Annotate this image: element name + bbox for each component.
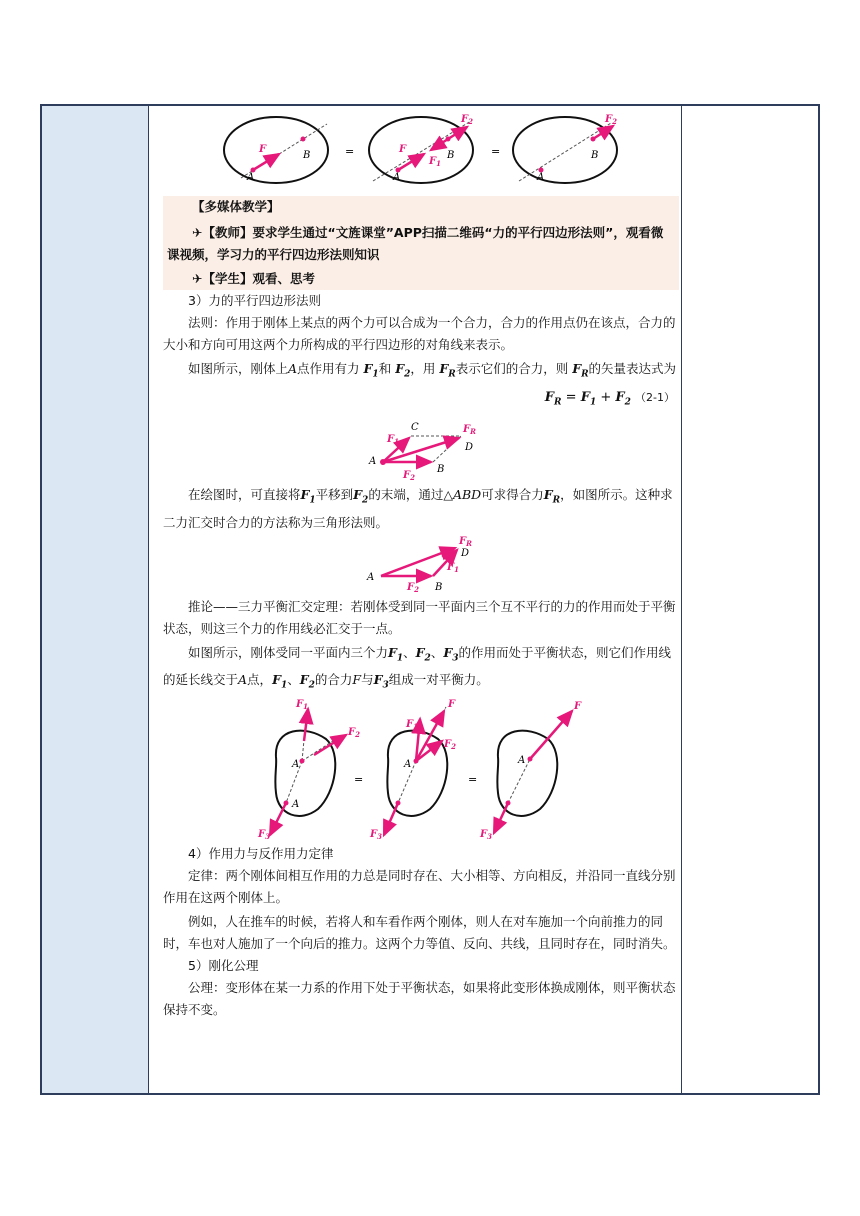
section4-heading: 4）作用力与反作用力定律 xyxy=(188,845,334,861)
label-f2: $F_2$ xyxy=(403,470,415,483)
label-b: B xyxy=(447,150,455,161)
section5-rule: 公理：变形体在某一力系的作用下处于平衡状态，如果将此变形体换成刚体，则平衡状态保持不变。 xyxy=(163,979,676,1017)
label-a3: A xyxy=(292,798,300,810)
figure-parallelogram xyxy=(351,414,491,484)
label-a: A xyxy=(518,754,526,766)
label-f1: $F_1$ xyxy=(447,561,459,574)
figure-force-transmissibility xyxy=(221,106,621,192)
multimedia-title: 【多媒体教学】 xyxy=(192,199,280,214)
label-f1: $F_1$ xyxy=(429,156,441,168)
label-f2: $F_2$ xyxy=(407,581,419,594)
label-f2: $F_2$ xyxy=(461,114,473,126)
table-frame xyxy=(40,104,820,1095)
section4-rule: 定律：两个刚体间相互作用的力总是同时存在、大小相等、方向相反，并沿同一直线分别作用在这两个刚体上。 xyxy=(163,867,676,905)
equals-sign: = xyxy=(468,772,478,786)
label-a: A xyxy=(393,172,401,183)
label-a: A xyxy=(404,758,412,770)
label-a: A xyxy=(247,172,255,183)
label-a: A xyxy=(369,456,377,468)
label-f3: $F_3$ xyxy=(258,828,270,839)
label-a: A xyxy=(537,172,545,183)
right-column xyxy=(681,106,819,1093)
content xyxy=(163,106,679,1021)
label-fr: $F_R$ xyxy=(459,535,472,548)
section4-example: 例如，人在推车的时候，若将人和车看作两个刚体，则人在对车施加一个向前推力的同时，车也对人施加了一个向后的推力。这两个力等值、反向、共线，且同时存在，同时消失。 xyxy=(163,913,676,951)
equals-sign: = xyxy=(491,145,501,158)
label-d: D xyxy=(461,547,470,559)
label-b: B xyxy=(437,464,445,476)
label-f1: $F_1$ xyxy=(296,698,308,711)
label-f1: $F_1$ xyxy=(387,434,399,447)
content-column xyxy=(149,106,681,1093)
label-f3: $F_3$ xyxy=(370,828,382,839)
label-f: F xyxy=(399,144,407,155)
label-b: B xyxy=(303,150,311,161)
label-f2: $F_2$ xyxy=(348,726,360,739)
label-f3: $F_3$ xyxy=(480,828,492,839)
label-b: B xyxy=(591,150,599,161)
label-a: A xyxy=(367,571,375,583)
teacher-instruction: ✈【教师】要求学生通过“文旌课堂”APP扫描二维码“力的平行四边形法则”，观看微课视频，学习力的平行四边形法则知识 xyxy=(167,225,664,262)
equals-sign: = xyxy=(345,145,355,158)
student-instruction: ✈【学生】观看、思考 xyxy=(192,271,315,286)
figure-three-force xyxy=(256,697,586,839)
label-f: F xyxy=(574,700,582,712)
triangle-rule: 在绘图时，可直接将$F_1$平移到$F_2$的末端，通过△ABD可求得合力$F_R$，如图所示。这种求二力汇交时合力的方法称为三角形法则。 xyxy=(163,487,673,530)
label-f: F xyxy=(448,698,456,710)
label-f: F xyxy=(259,144,267,155)
label-f1: $F_1$ xyxy=(406,718,418,731)
section3-rule: 法则：作用于刚体上某点的两个力可以合成为一个合力，合力的作用点仍在该点，合力的大小和方向可用这两个力所构成的平行四边形的对角线来表示。 xyxy=(163,315,676,352)
label-f2: $F_2$ xyxy=(605,114,617,126)
left-column xyxy=(42,106,149,1093)
equation-2-1: $F_R = F_1 + F_2$ （2-1） xyxy=(544,389,675,408)
three-force-example: 如图所示，刚体受同一平面内三个力$F_1$、$F_2$、$F_3$的作用而处于平衡状态，则它们作用线的延长线交于A点，$F_1$、$F_2$的合力F与$F_3$组成一对平衡力。 xyxy=(163,644,671,691)
section5-heading: 5）刚化公理 xyxy=(188,957,259,973)
section3-heading: 3）力的平行四边形法则 xyxy=(188,293,321,308)
label-c: C xyxy=(411,422,419,434)
label-b: B xyxy=(435,581,443,593)
label-fr: $F_R$ xyxy=(463,424,476,437)
label-f2: $F_2$ xyxy=(444,738,456,751)
section3-example: 如图所示，刚体上A点作用有力 $F_1$和 $F_2$，用 $F_R$表示它们的合力，则 $F_R$的矢量表达式为 xyxy=(188,361,677,380)
label-d: D xyxy=(465,442,474,454)
figure-triangle-rule xyxy=(351,534,491,596)
multimedia-box xyxy=(163,196,679,290)
corollary: 推论——三力平衡汇交定理：若刚体受到同一平面内三个互不平行的力的作用而处于平衡状态，则这三个力的作用线必汇交于一点。 xyxy=(163,598,676,636)
equals-sign: = xyxy=(354,772,364,786)
label-a: A xyxy=(292,758,300,770)
